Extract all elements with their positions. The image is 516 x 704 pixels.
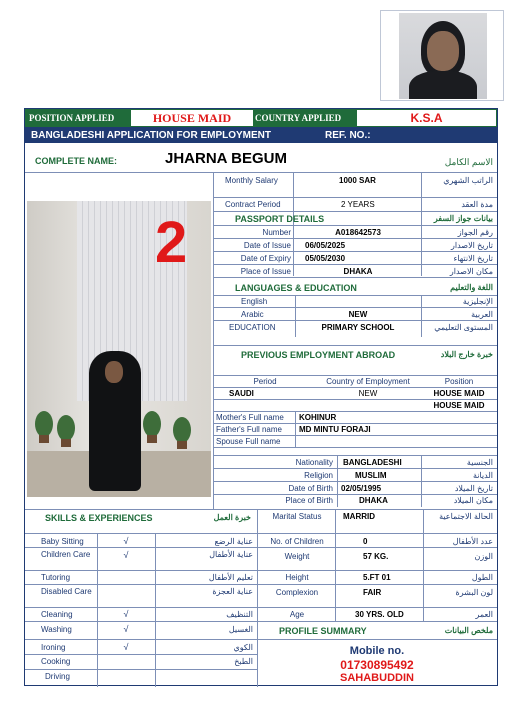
skill-washing-check: √	[123, 624, 129, 634]
dob-value: 02/05/1995	[341, 484, 382, 493]
passport-number-value: A018642573	[335, 228, 381, 237]
skill-washing-label-ar: الغسيل	[228, 625, 253, 634]
arabic-value: NEW	[348, 310, 368, 319]
religion-value: MUSLIM	[355, 471, 387, 480]
skill-ironing-label-ar: الكوي	[233, 643, 253, 652]
contract-label-ar: مدة العقد	[461, 200, 493, 209]
religion-label-ar: الديانة	[472, 471, 493, 480]
skill-baby-sitting-check: √	[123, 536, 129, 546]
languages-title-ar: اللغة والتعليم	[450, 283, 493, 292]
weight-label: Weight	[284, 552, 310, 561]
height-label-ar: الطول	[471, 573, 493, 582]
expiry-date-label: Date of Expiry	[240, 254, 291, 263]
skills-title-ar: خبرة العمل	[213, 513, 251, 522]
contact-name: SAHABUDDIN	[340, 672, 414, 684]
contract-label: Contract Period	[225, 200, 281, 209]
skill-children-care-label: Children Care	[41, 550, 91, 559]
skill-cleaning-check: √	[123, 609, 129, 619]
skill-children-care-label-ar: عناية الأطفال	[209, 550, 253, 559]
employment-row-1-country: NEW	[358, 389, 378, 398]
father-name-label: Father's Full name	[216, 425, 282, 434]
passport-number-label: Number	[262, 228, 291, 237]
issue-date-label: Date of Issue	[243, 241, 291, 250]
issue-date-label-ar: تاريخ الاصدار	[450, 241, 493, 250]
english-label: English	[241, 297, 268, 306]
skill-ironing-check: √	[123, 642, 129, 652]
passport-number-label-ar: رقم الجواز	[457, 228, 493, 237]
mobile-number: 01730895492	[340, 658, 414, 672]
position-applied-value: HOUSE MAID	[131, 110, 253, 126]
employment-header-position: Position	[444, 377, 474, 386]
complexion-label: Complexion	[275, 588, 319, 597]
pob-label-ar: مكان الميلاد	[453, 496, 493, 505]
skill-cooking-label-ar: الطبخ	[234, 657, 253, 666]
form-title: BANGLADESHI APPLICATION FOR EMPLOYMENT	[31, 130, 271, 141]
age-label-ar: العمر	[475, 610, 493, 619]
contract-value: 2 YEARS	[341, 200, 375, 209]
ref-label: REF. NO.:	[325, 130, 371, 141]
salary-value: 1000 SAR	[339, 176, 376, 185]
country-applied-label: COUNTRY APPLIED	[255, 113, 342, 123]
employment-row-2-position: HOUSE MAID	[433, 401, 485, 410]
salary-label-ar: الراتب الشهري	[443, 176, 493, 185]
education-label: EDUCATION	[229, 323, 276, 332]
skill-children-care-check: √	[123, 550, 129, 560]
mobile-label: Mobile no.	[349, 645, 405, 657]
children-count-value: 0	[363, 537, 368, 546]
height-label: Height	[285, 573, 309, 582]
skills-title: SKILLS & EXPERIENCES	[45, 513, 153, 523]
skill-baby-sitting-label-ar: عناية الرضع	[214, 537, 253, 546]
dob-label: Date of Birth	[288, 484, 333, 493]
skill-ironing-label: Ironing	[41, 643, 66, 652]
mother-name-value: KOHINUR	[299, 413, 337, 422]
marital-status-label-ar: الحالة الاجتماعية	[439, 512, 493, 521]
profile-summary-title-ar: ملخص البيانات	[444, 626, 493, 635]
complete-name-label: COMPLETE NAME:	[35, 156, 117, 166]
education-label-ar: المستوى التعليمي	[434, 323, 493, 332]
country-applied-value: K.S.A	[357, 110, 496, 126]
skill-baby-sitting-label: Baby Sitting	[41, 537, 84, 546]
religion-label: Religion	[304, 471, 333, 480]
arabic-label-ar: العربية	[471, 310, 493, 319]
pob-label: Place of Birth	[285, 496, 333, 505]
age-label: Age	[289, 610, 305, 619]
marital-status-label: Marital Status	[272, 512, 322, 521]
children-count-label-ar: عدد الأطفال	[452, 537, 493, 546]
marital-status-value: MARRID	[343, 512, 375, 521]
languages-title: LANGUAGES & EDUCATION	[235, 283, 357, 293]
skill-cleaning-label-ar: التنظيف	[226, 610, 253, 619]
complexion-label-ar: لون البشرة	[455, 588, 493, 597]
father-name-value: MD MINTU FORAJI	[299, 425, 371, 434]
employment-row-1-period: SAUDI	[229, 389, 254, 398]
place-of-issue-label-ar: مكان الاصدار	[449, 267, 493, 276]
employment-header-country: Country of Employment	[326, 377, 410, 386]
children-count-label: No. of Children	[270, 537, 324, 546]
skill-tutoring-label: Tutoring	[41, 573, 71, 582]
profile-summary-title: PROFILE SUMMARY	[279, 626, 367, 636]
nationality-label: Nationality	[295, 458, 333, 467]
weight-value: 57 KG.	[363, 552, 389, 561]
skill-disabled-care-label: Disabled Care	[41, 587, 92, 596]
skill-driving-label: Driving	[45, 672, 70, 681]
english-label-ar: الإنجليزية	[462, 297, 493, 306]
complete-name-label-ar: الاسم الكامل	[444, 157, 493, 167]
position-applied-label: POSITION APPLIED	[29, 113, 115, 123]
place-of-issue-label: Place of Issue	[240, 267, 291, 276]
skill-washing-label: Washing	[41, 625, 72, 634]
weight-label-ar: الوزن	[474, 552, 493, 561]
employment-row-1-position: HOUSE MAID	[433, 389, 485, 398]
application-form	[24, 108, 498, 686]
arabic-label: Arabic	[241, 310, 264, 319]
nationality-label-ar: الجنسية	[466, 458, 493, 467]
employment-title: PREVIOUS EMPLOYMENT ABROAD	[241, 350, 396, 360]
salary-label: Monthly Salary	[225, 176, 278, 185]
employment-title-ar: خبرة خارج البلاد	[440, 350, 493, 359]
complete-name-value: JHARNA BEGUM	[165, 150, 287, 167]
skill-cooking-label: Cooking	[41, 657, 71, 666]
expiry-date-value: 05/05/2030	[305, 254, 346, 263]
skill-tutoring-label-ar: تعليم الأطفال	[208, 573, 253, 582]
place-of-issue-value: DHAKA	[343, 267, 373, 276]
height-value: 5.FT 01	[363, 573, 391, 582]
mother-name-label: Mother's Full name	[216, 413, 284, 422]
skill-disabled-care-label-ar: عناية العجزة	[212, 587, 253, 596]
dob-label-ar: تاريخ الميلاد	[454, 484, 493, 493]
passport-title-ar: بيانات جواز السفر	[433, 214, 493, 223]
employment-header-period: Period	[253, 377, 277, 386]
passport-title: PASSPORT DETAILS	[235, 214, 325, 224]
passport-photo	[380, 10, 504, 101]
pob-value: DHAKA	[359, 496, 388, 505]
spouse-name-label: Spouse Full name	[216, 437, 281, 446]
photo-number: 2	[155, 210, 188, 275]
education-value: PRIMARY SCHOOL	[321, 323, 395, 332]
issue-date-value: 06/05/2025	[305, 241, 346, 250]
complexion-value: FAIR	[363, 588, 382, 597]
nationality-value: BANGLADESHI	[343, 458, 402, 467]
skill-cleaning-label: Cleaning	[41, 610, 73, 619]
expiry-date-label-ar: تاريخ الانتهاء	[453, 254, 493, 263]
age-value: 30 YRS. OLD	[355, 610, 404, 619]
